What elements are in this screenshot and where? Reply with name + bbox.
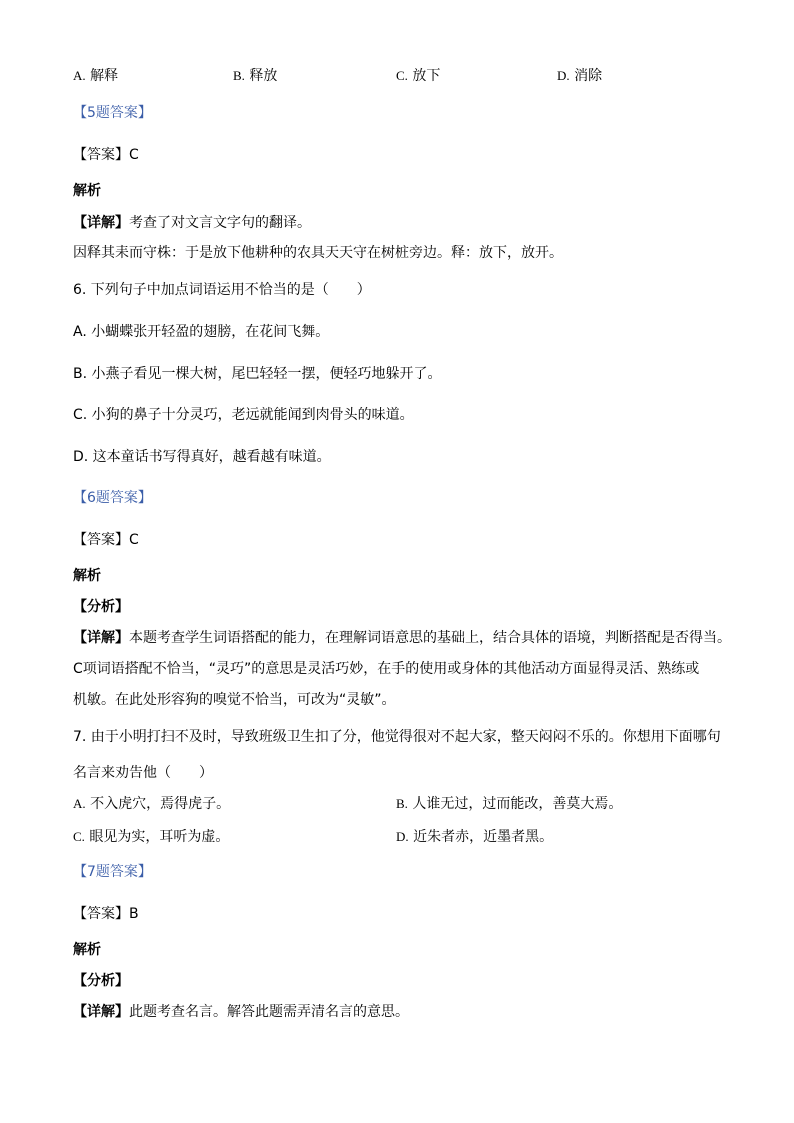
q5-answer-header: 【5题答案】 <box>73 105 152 121</box>
q7-question-line1: 7. 由于小明打扫不及时，导致班级卫生扣了分，他觉得很对不起大家，整天闷闷不乐的。你想用下面哪句 <box>73 729 721 745</box>
q7-fenxi-label: 【分析】 <box>73 973 129 989</box>
q6-analysis-label: 解析 <box>73 568 101 584</box>
q6-question: 6. 下列句子中加点词语运用不恰当的是（ ） <box>73 282 371 298</box>
q7-question-line2: 名言来劝告他（ ） <box>73 765 213 781</box>
q6-detail-line2: C项词语搭配不恰当，“灵巧”的意思是灵活巧妙，在手的使用或身体的其他活动方面显得灵活、熟练或 <box>73 661 700 677</box>
q5-explanation: 因释其耒而守株：于是放下他耕种的农具天天守在树桩旁边。释：放下，放开。 <box>73 245 563 261</box>
q5-option-b: B. 释放 <box>233 68 278 84</box>
q5-option-d: D. 消除 <box>557 68 603 84</box>
q7-option-d: D. 近朱者赤，近墨者黑。 <box>396 829 554 845</box>
q7-answer-header: 【7题答案】 <box>73 864 152 880</box>
q5-analysis-label: 解析 <box>73 183 101 199</box>
q6-option-c: C. 小狗的鼻子十分灵巧，老远就能闻到肉骨头的味道。 <box>73 407 414 423</box>
q6-answer-header: 【6题答案】 <box>73 490 152 506</box>
q5-option-c: C. 放下 <box>396 68 441 84</box>
q6-option-a: A. 小蝴蝶张开轻盈的翅膀，在花间飞舞。 <box>73 324 330 340</box>
q6-option-d: D. 这本童话书写得真好，越看越有味道。 <box>73 449 331 465</box>
q7-option-c: C. 眼见为实，耳听为虚。 <box>73 829 230 845</box>
q6-option-b: B. 小燕子看见一棵大树，尾巴轻轻一摆，便轻巧地躲开了。 <box>73 366 442 382</box>
q5-options <box>0 66 794 86</box>
q6-detail-line3: 机敏。在此处形容狗的嗅觉不恰当，可改为“灵敏”。 <box>73 692 396 708</box>
q7-detail: 【详解】此题考查名言。解答此题需弄清名言的意思。 <box>73 1004 409 1020</box>
q5-option-a: A. 解释 <box>73 68 119 84</box>
q6-answer: 【答案】C <box>73 532 139 548</box>
q5-answer: 【答案】C <box>73 147 139 163</box>
q6-detail: 【详解】本题考查学生词语搭配的能力，在理解词语意思的基础上，结合具体的语境，判断搭配是否得当。 <box>73 630 731 646</box>
q7-analysis-label: 解析 <box>73 942 101 958</box>
q7-answer: 【答案】B <box>73 906 139 922</box>
q5-detail: 【详解】考查了对文言文字句的翻译。 <box>73 215 311 231</box>
q7-option-a: A. 不入虎穴，焉得虎子。 <box>73 796 231 812</box>
q7-option-b: B. 人谁无过，过而能改，善莫大焉。 <box>396 796 623 812</box>
q6-fenxi-label: 【分析】 <box>73 599 129 615</box>
